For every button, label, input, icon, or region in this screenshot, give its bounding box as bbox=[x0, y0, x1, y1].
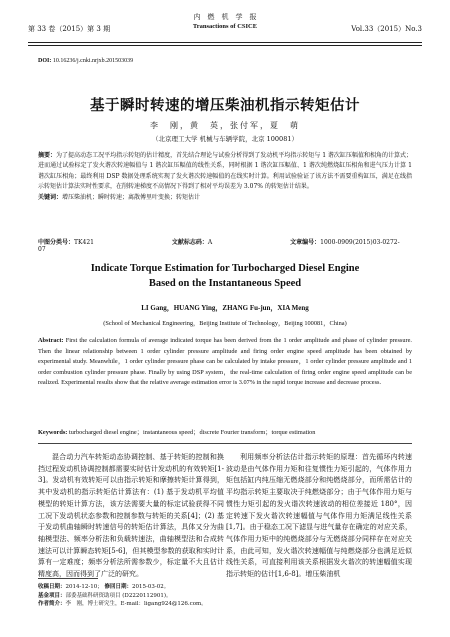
doi-value: 10.16236/j.cnki.nrjxb.201503039 bbox=[52, 58, 134, 64]
affiliation-en: (School of Mechanical Engineering，Beijing Institute of Technology，Beijing 100081，China) bbox=[103, 320, 347, 327]
paper-title-en-line1: Indicate Torque Estimation for Turbocharged Diesel Engine bbox=[90, 263, 360, 274]
header-journal-en: Transactions of CSICE bbox=[192, 23, 258, 30]
revised-date: 2015-03-02。 bbox=[132, 584, 170, 590]
keywords-cn-text: 增压柴油机；瞬时转速；离散傅里叶变换；转矩估计 bbox=[62, 193, 201, 201]
authors-en: LI Gang，HUANG Ying，ZHANG Fu-jun，XIA Meng bbox=[141, 304, 309, 312]
running-header bbox=[28, 10, 422, 40]
doc-code-label: 文献标志码： bbox=[171, 239, 208, 246]
header-rule-thick bbox=[28, 42, 422, 43]
doi-label: DOI: bbox=[38, 58, 52, 64]
keywords-cn-label: 关键词： bbox=[38, 193, 63, 201]
header-journal-cn: 内 燃 机 学 报 bbox=[193, 13, 257, 21]
keywords-en-label: Keywords: bbox=[38, 429, 68, 436]
author-bio-label: 作者简介： bbox=[38, 601, 66, 607]
footnote-rule bbox=[38, 578, 98, 579]
section-separator bbox=[38, 443, 412, 444]
footnote bbox=[38, 583, 412, 609]
body-column-left: 混合动力汽车转矩动态协调控制、基于转矩的控制和换挡过程发动机协调控制都需要实时估计发动机的有效转矩[1-3]。发动机有效转矩可以由指示转矩和摩擦转矩计算得到，其中发动机的指示转矩估计算法有：(1) 基于发动机平均值模型的转矩计算方法，该方法需要大量的标定试验获得不同工况下发动机状态参数和控制参数与转矩的关系[4]；(2) 基于发动机曲轴瞬时转速信号的转矩估计算法，具体又分为曲轴模型法、频率分析法和负载转速法，曲轴模型法和合成转速法可以计算瞬态转矩[5-6]，但其模型参数的获取和实时计算有一定难度；频率分析法所需参数少，标定量不大且估计精度高，因而得到了广泛的研究。 bbox=[38, 453, 224, 579]
classification-line bbox=[38, 237, 412, 253]
article-id-value: 1000-0909(2015)03-0272-07 bbox=[38, 239, 400, 253]
doi-line bbox=[38, 58, 133, 64]
header-volume-cn: 第 33 卷（2015）第 3 期 bbox=[28, 25, 111, 33]
abstract-en bbox=[38, 336, 412, 389]
keywords-en bbox=[38, 428, 412, 438]
paper-title-cn: 基于瞬时转速的增压柴油机指示转矩估计 bbox=[90, 98, 360, 114]
abstract-cn-label: 摘要： bbox=[38, 152, 57, 159]
fund-text: 部委基础科研资助项目 (D2220112901)。 bbox=[65, 592, 172, 599]
paper-title-en-line2: Based on the Instantaneous Speed bbox=[148, 278, 302, 289]
author-bio-text: 李 刚，博士研究生，E-mail：ligang924@126.com。 bbox=[65, 601, 207, 607]
header-rule-thin bbox=[28, 45, 422, 46]
body-column-right: 利用频率分析法估计指示转矩的原理：首先循环内转速波动是由气体作用力矩和往复惯性力矩引起的，气体作用力矩包括缸内纯压缩无燃烧部分和纯燃烧部分，而所需估计的平均指示转矩主要取决于纯燃烧部分；由于气体作用力矩与惯性力矩引起的发火谐次转速波动的相位差接近 180°，因定转速下发火谐次转速幅值与气体作用力矩满足线性关系[1,7]。由于稳态工况下滤显与进气量存在确定的对应关系，气体作用力矩中的纯燃烧部分与无燃烧部分同样存在对应关系，由此可知，发火谐次转速幅值与纯燃烧部分也满足近似线性关系，可直接利用该关系根据发火谐次的转速幅值实现指示转矩的估计[1,6-8]。增压柴油机 bbox=[226, 453, 412, 579]
abstract-en-text: First the calculation formula of average indicated torque has been derived from the 1 order amplitude and phase of cylinder pressure. Then the linear relationship between 1 order cylinder pressure amplitude and firing order engine speed amplitude has been obtained by experimental study. Meanwhile，1 order cylinder pressure phase can be calculated by intake pressure，1 order cylinder pressure amplitude and 1 order combustion cylinder pressure phase. Finally by using DSP system，the real-time calculation of firing order engine speed amplitude can be realized. Experimental results show that the relative average estimation error is 3.07% in the rapid torque increase and decrease process. bbox=[38, 337, 412, 386]
header-volume-en: Vol.33（2015）No.3 bbox=[351, 25, 422, 33]
affiliation-cn: （北京理工大学 机械与车辆学院，北京 100081） bbox=[152, 135, 298, 143]
doc-code-value: A bbox=[207, 239, 213, 246]
clc-label: 中图分类号： bbox=[38, 239, 75, 246]
abstract-cn bbox=[38, 151, 412, 203]
received-label: 收稿日期： bbox=[38, 584, 66, 590]
paper-title-en bbox=[0, 261, 450, 291]
clc-value: TK421 bbox=[74, 239, 94, 246]
received-date: 2014-12-10； bbox=[65, 584, 103, 590]
keywords-en-text: turbocharged diesel engine；instantaneous speed；discrete Fourier transform；torque estimation bbox=[68, 429, 316, 436]
abstract-cn-text: 为了提高动态工况平均指示转矩的估计精度，首先结合理论与试验分析得到了发动机平均指示转矩与 1 谐次缸压幅值和相角的计算式；进而通过试验标定了发火谐次转速幅值与 1 谐次缸压幅值的线性关系，同时根据 1 谐次缸压幅值、1 谐次纯燃烧缸压相角和进气压力计算 1 谐次缸压相角；最终利用 DSP 数据处理系统实现了发火谐次转速幅值的在线实时计算。利用试验验证了该方法不需要重构缸压，满足在线指示转矩估计算法实时性要求，在削转速梯度不高情况下得到了相对平均误差为 3.07% 的转矩估计结果。 bbox=[38, 152, 412, 191]
abstract-en-label: Abstract: bbox=[38, 337, 64, 344]
article-id-label: 文章编号： bbox=[290, 239, 321, 246]
fund-label: 基金项目： bbox=[38, 592, 66, 599]
authors-cn: 李 刚，黄 英，张付军，夏 萌 bbox=[150, 121, 300, 130]
revised-label: 修回日期： bbox=[104, 584, 132, 590]
